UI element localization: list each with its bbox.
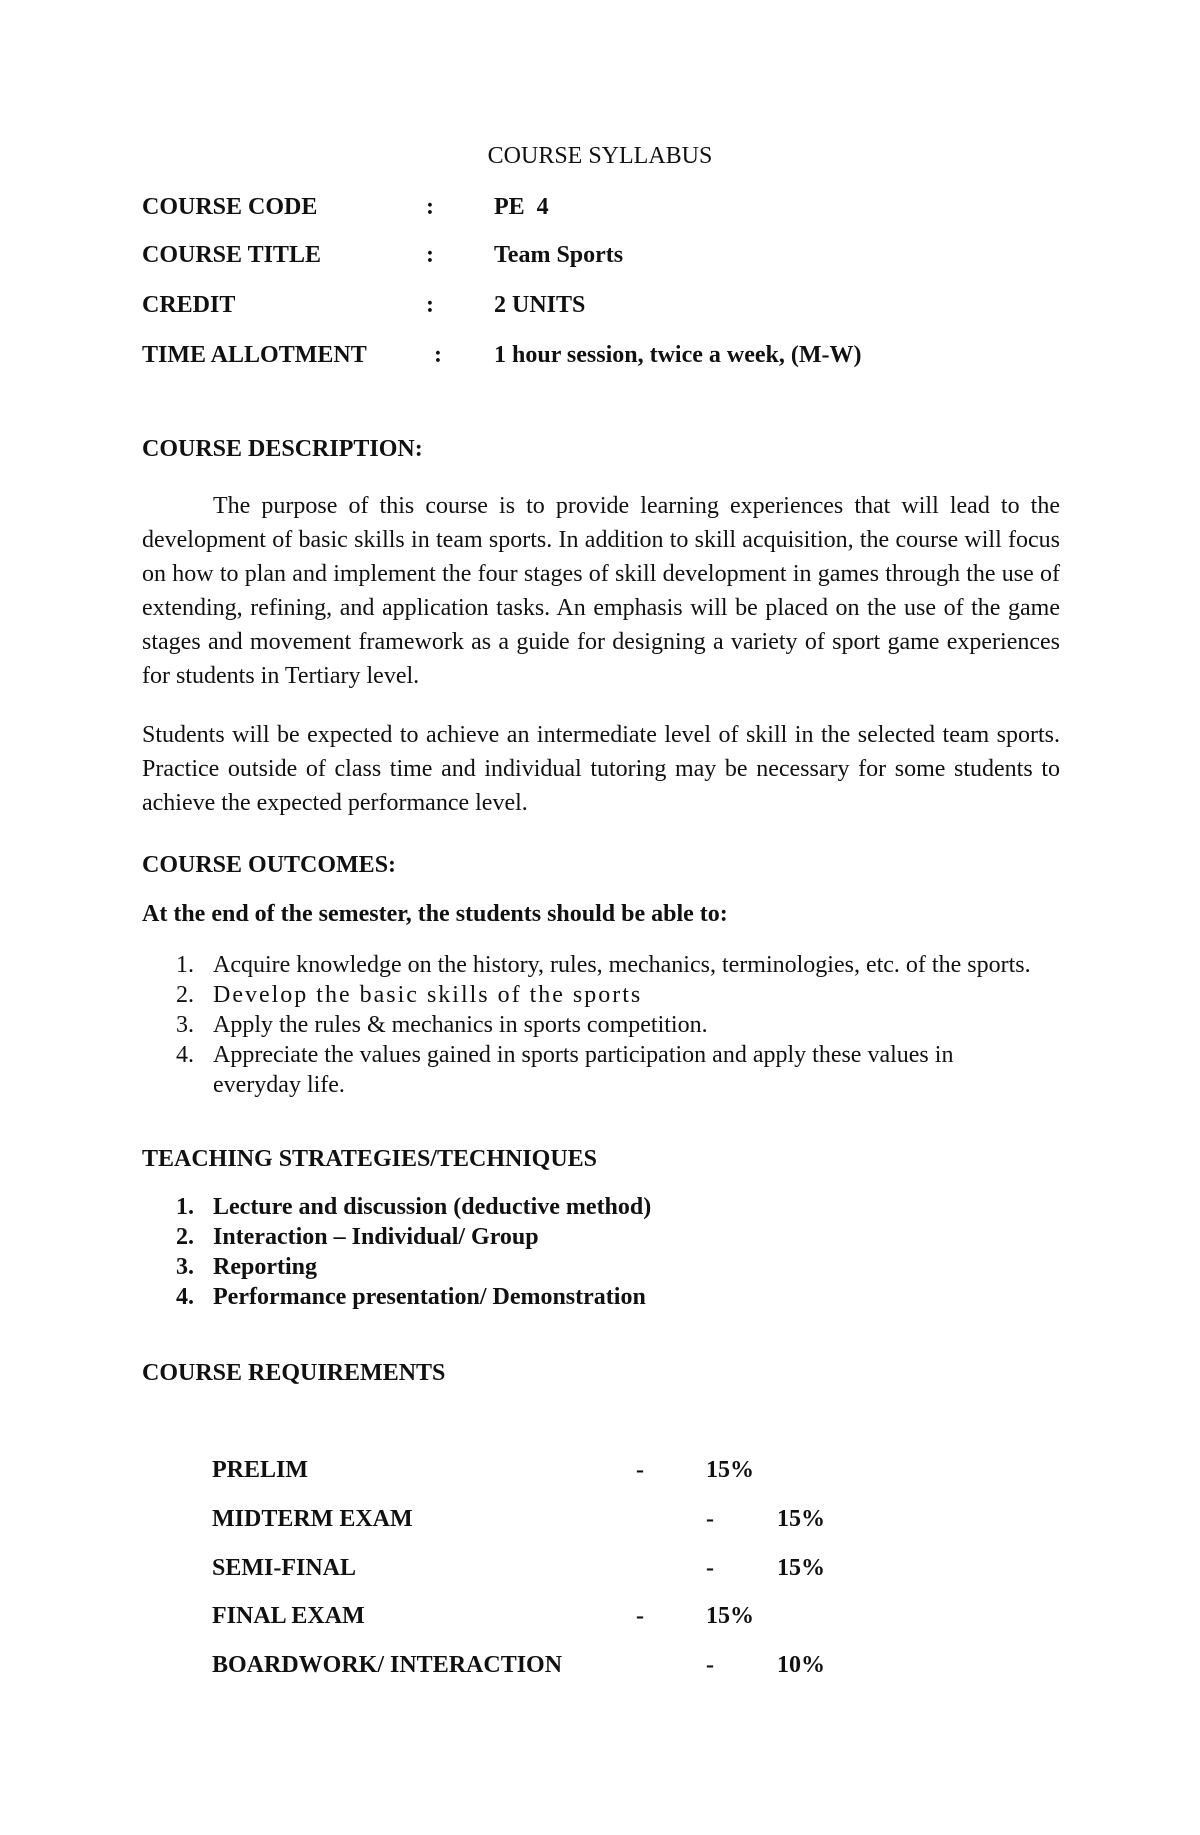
info-value: 1 hour session, twice a week, (M-W) — [494, 342, 862, 368]
requirement-label: SEMI-FINAL — [212, 1555, 357, 1581]
requirement-percent: 15% — [706, 1457, 754, 1483]
requirement-dash: - — [706, 1652, 714, 1678]
info-value: 2 UNITS — [494, 292, 586, 318]
list-text: Reporting — [213, 1254, 317, 1280]
requirement-label: MIDTERM EXAM — [212, 1506, 413, 1532]
strategies-list — [142, 1192, 1042, 1312]
list-item — [142, 950, 1042, 980]
list-item — [142, 1040, 1042, 1100]
info-value: PE 4 — [494, 194, 549, 220]
list-item — [142, 1282, 1042, 1312]
info-colon: : — [426, 292, 434, 318]
list-text: Lecture and discussion (deductive method) — [213, 1194, 652, 1220]
list-text: Performance presentation/ Demonstration — [213, 1284, 646, 1310]
info-colon: : — [434, 342, 442, 368]
requirement-dash: - — [636, 1457, 644, 1483]
list-number: 1. — [176, 1194, 194, 1220]
requirement-label: PRELIM — [212, 1457, 308, 1483]
list-text: Appreciate the values gained in sports participation and apply these values in everyday life. — [213, 1042, 954, 1098]
requirement-label: FINAL EXAM — [212, 1603, 365, 1629]
info-colon: : — [426, 194, 434, 220]
requirement-dash: - — [706, 1506, 714, 1532]
strategies-heading: TEACHING STRATEGIES/TECHNIQUES — [142, 1146, 598, 1172]
list-number: 1. — [176, 952, 194, 978]
requirements-heading: COURSE REQUIREMENTS — [142, 1360, 446, 1386]
description-paragraph-1: The purpose of this course is to provide learning experiences that will lead to the development of basic skills in team sports. In addition to skill acquisition, the course will focus on how to plan and implement the four stages of skill development in games through the use of extending, refining, and application tasks. An emphasis will be placed on the use of the game stages and movement framework as a guide for designing a variety of sport game experiences for students in Tertiary level. — [142, 493, 1060, 689]
requirement-percent: 10% — [777, 1652, 825, 1678]
list-text: Acquire knowledge on the history, rules, mechanics, terminologies, etc. of the sports. — [213, 952, 1031, 978]
outcomes-list — [142, 950, 1042, 1100]
requirement-percent: 15% — [777, 1506, 825, 1532]
description-paragraph-2: Students will be expected to achieve an intermediate level of skill in the selected team sports. Practice outside of class time and individual tutoring may be necessary for some students to achieve the expected performance level. — [142, 722, 1060, 816]
list-item — [142, 1222, 1042, 1252]
list-text: Apply the rules & mechanics in sports competition. — [213, 1012, 708, 1038]
list-number: 3. — [176, 1012, 194, 1038]
list-item — [142, 980, 1042, 1010]
info-label: CREDIT — [142, 292, 236, 318]
info-label: TIME ALLOTMENT — [142, 342, 367, 368]
list-number: 2. — [176, 1224, 194, 1250]
requirement-label: BOARDWORK/ INTERACTION — [212, 1652, 563, 1678]
requirement-dash: - — [706, 1555, 714, 1581]
info-label: COURSE TITLE — [142, 242, 321, 268]
list-item — [142, 1010, 1042, 1040]
description-heading: COURSE DESCRIPTION: — [142, 436, 423, 462]
list-text: Interaction – Individual/ Group — [213, 1224, 539, 1250]
outcomes-heading: COURSE OUTCOMES: — [142, 852, 397, 878]
outcomes-intro: At the end of the semester, the students should be able to: — [142, 901, 728, 927]
info-label: COURSE CODE — [142, 194, 318, 220]
list-item — [142, 1252, 1042, 1282]
list-number: 2. — [176, 982, 194, 1008]
list-item — [142, 1192, 1042, 1222]
requirement-percent: 15% — [706, 1603, 754, 1629]
info-colon: : — [426, 242, 434, 268]
info-value: Team Sports — [494, 242, 624, 268]
list-number: 4. — [176, 1284, 194, 1310]
list-number: 3. — [176, 1254, 194, 1280]
list-number: 4. — [176, 1042, 194, 1068]
list-text: Develop the basic skills of the sports — [213, 982, 643, 1008]
requirement-dash: - — [636, 1603, 644, 1629]
requirement-percent: 15% — [777, 1555, 825, 1581]
page-title: COURSE SYLLABUS — [487, 143, 713, 169]
